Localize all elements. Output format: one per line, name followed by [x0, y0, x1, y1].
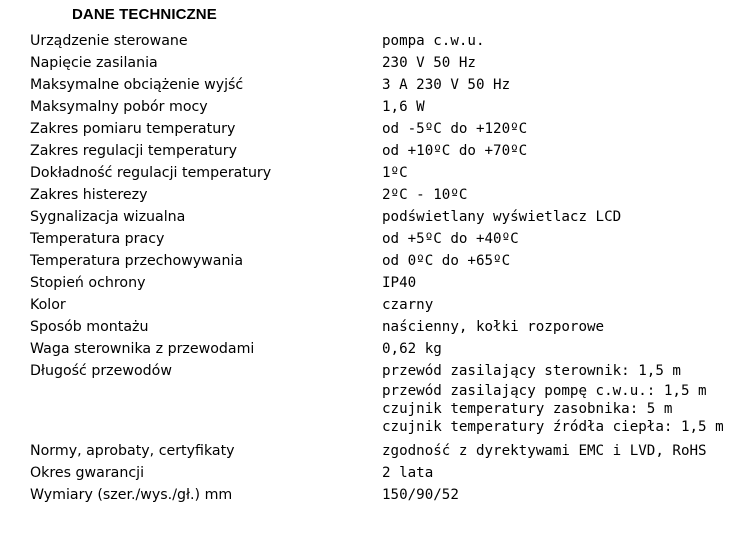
- spec-value-line: 3 A 230 V 50 Hz: [382, 77, 511, 93]
- spec-value-line: od 0ºC do +65ºC: [382, 253, 511, 269]
- spec-label: Sposób montażu: [30, 319, 149, 335]
- spec-value: [382, 30, 720, 52]
- spec-label: Temperatura pracy: [30, 231, 165, 247]
- spec-value: [382, 228, 720, 250]
- spec-value-line: czarny: [382, 297, 434, 313]
- spec-value: [382, 250, 720, 272]
- spec-row: [30, 184, 720, 206]
- spec-value-line: od +10ºC do +70ºC: [382, 143, 528, 159]
- spec-value-line: 1,6 W: [382, 99, 425, 115]
- spec-value: [382, 206, 720, 228]
- spec-row: [30, 118, 720, 140]
- spec-value: [382, 294, 720, 316]
- spec-label: Napięcie zasilania: [30, 55, 158, 71]
- spec-label: Zakres pomiaru temperatury: [30, 121, 236, 137]
- spec-row: [30, 162, 720, 184]
- spec-label: Kolor: [30, 297, 66, 313]
- spec-value-line: 2ºC - 10ºC: [382, 187, 468, 203]
- spec-row: [30, 338, 720, 360]
- spec-value: [382, 316, 720, 338]
- spec-value: [382, 184, 720, 206]
- spec-label: Maksymalne obciążenie wyjść: [30, 77, 244, 93]
- spec-value-line: od +5ºC do +40ºC: [382, 231, 519, 247]
- spec-value: [382, 440, 720, 462]
- spec-label: Dokładność regulacji temperatury: [30, 165, 272, 181]
- spec-row: [30, 52, 720, 74]
- spec-row: [30, 440, 720, 462]
- spec-label: Normy, aprobaty, certyfikaty: [30, 443, 235, 459]
- spec-label: Urządzenie sterowane: [30, 33, 188, 49]
- spec-value-line: IP40: [382, 275, 417, 291]
- spec-value: [382, 462, 720, 484]
- spec-value: [382, 52, 720, 74]
- spec-label: Zakres histerezy: [30, 187, 148, 203]
- spec-value-line: 230 V 50 Hz: [382, 55, 476, 71]
- spec-value-line: 0,62 kg: [382, 341, 442, 357]
- spec-value: [382, 140, 720, 162]
- spec-label: Maksymalny pobór mocy: [30, 99, 208, 115]
- spec-value-line: 150/90/52: [382, 487, 459, 503]
- spec-value-line: zgodność z dyrektywami EMC i LVD, RoHS: [382, 443, 707, 459]
- spec-value: [382, 338, 720, 360]
- spec-row: [30, 74, 720, 96]
- spec-row: [30, 462, 720, 484]
- spec-row: [30, 484, 720, 506]
- spec-row: [30, 140, 720, 162]
- spec-row: [30, 30, 720, 52]
- spec-label: Wymiary (szer./wys./gł.) mm: [30, 487, 233, 503]
- spec-label: Temperatura przechowywania: [30, 253, 244, 269]
- spec-label: Waga sterownika z przewodami: [30, 341, 255, 357]
- spec-label: Długość przewodów: [30, 363, 172, 379]
- spec-value: [382, 272, 720, 294]
- spec-value: [382, 74, 720, 96]
- spec-label: Okres gwarancji: [30, 465, 145, 481]
- spec-row: [30, 96, 720, 118]
- spec-value: [382, 118, 720, 140]
- spec-value: [382, 96, 720, 118]
- spec-row: [30, 250, 720, 272]
- spec-value-line: podświetlany wyświetlacz LCD: [382, 209, 622, 225]
- page-title: DANE TECHNICZNE: [72, 6, 217, 23]
- spec-value-line: przewód zasilający pompę c.w.u.: 1,5 m: [382, 383, 707, 399]
- spec-value-line: czujnik temperatury źródła ciepła: 1,5 m: [382, 419, 724, 435]
- spec-label: Zakres regulacji temperatury: [30, 143, 238, 159]
- spec-row: [30, 316, 720, 338]
- spec-table: [30, 30, 724, 506]
- spec-label: Sygnalizacja wizualna: [30, 209, 186, 225]
- spec-row: [30, 360, 724, 440]
- spec-label: Stopień ochrony: [30, 275, 146, 291]
- spec-value: [382, 484, 720, 506]
- spec-row: [30, 272, 720, 294]
- spec-value: [382, 360, 724, 440]
- spec-row: [30, 294, 720, 316]
- spec-value: [382, 162, 720, 184]
- spec-value-line: od -5ºC do +120ºC: [382, 121, 528, 137]
- spec-value-line: 1ºC: [382, 165, 408, 181]
- spec-row: [30, 228, 720, 250]
- spec-value-line: przewód zasilający sterownik: 1,5 m: [382, 363, 681, 379]
- spec-row: [30, 206, 720, 228]
- spec-value-line: pompa c.w.u.: [382, 33, 485, 49]
- spec-value-line: czujnik temperatury zasobnika: 5 m: [382, 401, 673, 417]
- spec-value-line: naścienny, kołki rozporowe: [382, 319, 605, 335]
- spec-value-line: 2 lata: [382, 465, 434, 481]
